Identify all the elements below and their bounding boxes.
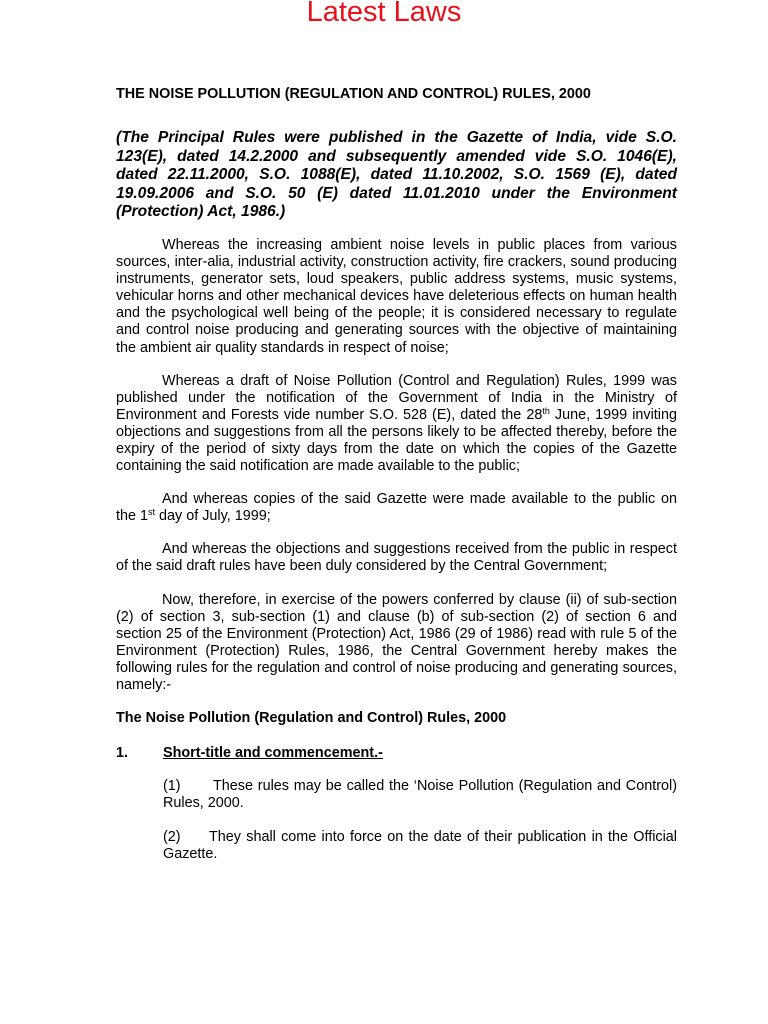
para2-superscript: th [542, 405, 550, 416]
rule-1-1 [163, 778, 677, 812]
rule-number: (2) [163, 828, 181, 845]
para3-text-b: day of July, 1999; [155, 508, 271, 525]
rule-number: (1) [163, 778, 181, 795]
rule-text: They shall come into force on the date of their publication in the Official Gazette. [163, 828, 677, 862]
rule-text: These rules may be called the ‘Noise Pollution (Regulation and Control) Rules, 2000. [163, 778, 677, 812]
intro-note: (The Principal Rules were published in the Gazette of India, vide S.O. 123(E), dated 14.2.2000 and subsequently amended vide S.O. 1046(E), dated 22.11.2000, S.O. 1088(E), dated 11.10.2002, S.O. 1569 (E), dated 19.09.2006 and S.O. 50 (E) dated 11.01.2010 under the Environment (Protection) Act, 1986.) [116, 129, 677, 221]
preamble-paragraph-1: Whereas the increasing ambient noise levels in public places from various sources, inter-alia, industrial activity, construction activity, fire crackers, sound producing instruments, generator sets, loud speakers, public address systems, music systems, vehicular horns and other mechanical devices have deleterious effects on human health and the psychological well being of the people; it is considered necessary to regulate and control noise producing and generating sources with the objective of maintaining the ambient air quality standards in respect of noise; [116, 236, 677, 356]
para2-text-a: Whereas a draft of Noise Pollution (Control and Regulation) Rules, 1999 was published under the notification of the Government of India in the Ministry of Environment and Forests vide number S.O. 528 (E), dated the 28 [116, 372, 677, 423]
preamble-paragraph-2 [116, 373, 677, 476]
section-number: 1. [116, 745, 129, 762]
site-banner: Latest Laws [306, 0, 462, 28]
para3-text-a: And whereas copies of the said Gazette were made available to the public on the 1 [116, 491, 677, 525]
preamble-paragraph-4: And whereas the objections and suggestions received from the public in respect of the said draft rules have been duly considered by the Central Government; [116, 541, 677, 575]
preamble-paragraph-5: Now, therefore, in exercise of the powers conferred by clause (ii) of sub-section (2) of section 3, sub-section (1) and clause (b) of sub-section (2) of section 6 and section 25 of the Environment (Protection) Act, 1986 (29 of 1986) read with rule 5 of the Environment (Protection) Rules, 1986, the Central Government hereby makes the following rules for the regulation and control of noise producing and generating sources, namely:- [116, 591, 677, 694]
rule-1-2 [163, 829, 677, 863]
section-heading-text: Short-title and commencement.- [163, 745, 383, 762]
para3-superscript: st [148, 507, 156, 518]
preamble-paragraph-3 [116, 491, 677, 525]
section-1-heading [116, 745, 677, 762]
rules-title: The Noise Pollution (Regulation and Control) Rules, 2000 [116, 710, 507, 727]
document-title: THE NOISE POLLUTION (REGULATION AND CONTROL) RULES, 2000 [116, 86, 591, 102]
document-page [116, 86, 677, 879]
para2-text-b: June, 1999 inviting objections and suggestions from all the persons likely to be affected thereby, before the expiry of the period of sixty days from the date on which the copies of the Gazette containing the said notification are made available to the public; [116, 406, 678, 475]
